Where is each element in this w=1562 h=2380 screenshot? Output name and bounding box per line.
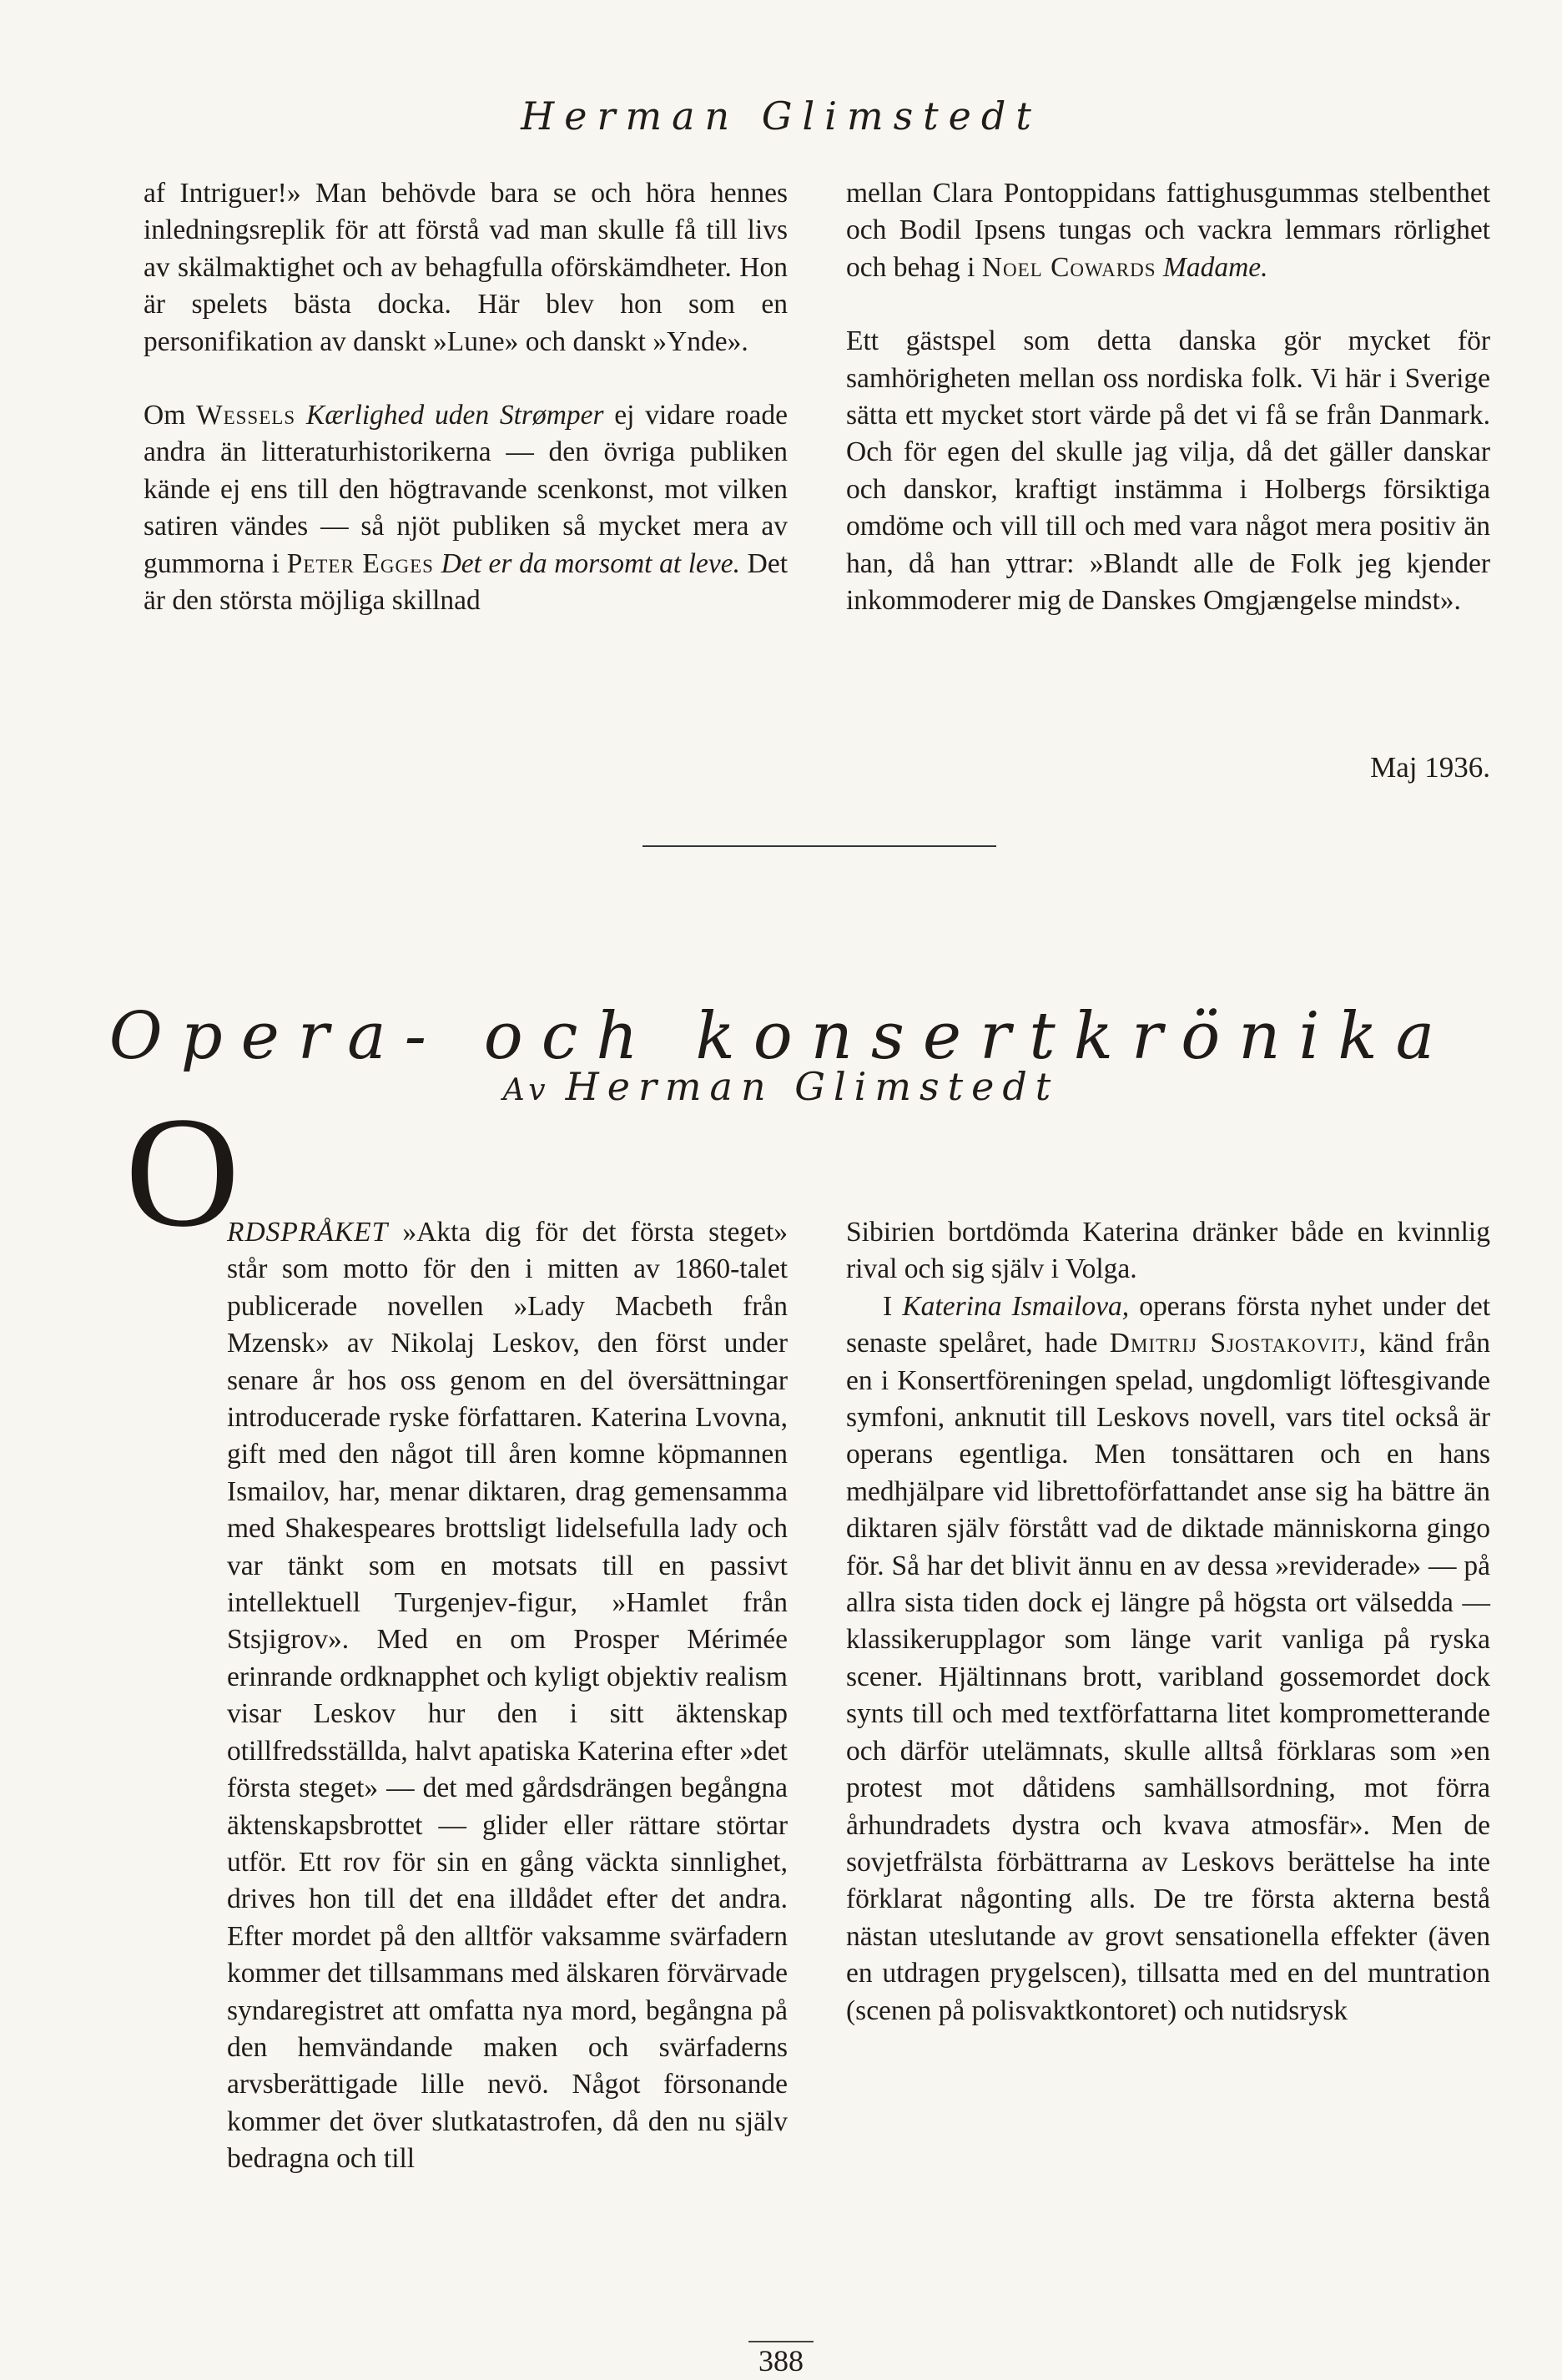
- section-divider: [642, 845, 996, 847]
- paragraph-text: »Akta dig för det första steget» står som motto för den i mitten av 1860-talet publicerade novellen »Lady Macbeth från Mzensk» av Nikolaj Leskov, den först under senare år hos oss genom en del översättningar introducerade ryske författaren. Katerina Lvovna, gift med den något till åren komne köpmannen Ismailov, har, menar diktaren, drag gemensamma med Shakespeares brottsligt lidelsefulla lady och var tänkt som en motsats till en passivt intellektuell Turgenjev-figur, »Hamlet från Stsjigrov». Med en om Prosper Mérimée erinrande ordknapphet och kyligt objektiv realism visar Leskov hur den i sitt äktenskap otillfredsställda, halvt apatiska Katerina efter »det första steget» — det med gårdsdrängen begångna äktenskapsbrottet — glider eller rättare störtar utför. Ett rov för sin en gång väckta sinnlighet, drives hon till det ena illdådet efter det andra. Efter mordet på den alltför vaksamme svärfadern kommer det tillsammans med älskaren förvärvade syndaregistret att omfatta nya mord, begångna på den hemvändande maken och svärfaderns arvsberättigade lille nevö. Något försonande kommer det över slutkatastrofen, då den nu själv bedragna och till: [227, 1217, 788, 2175]
- paragraph: [846, 175, 1490, 286]
- paragraph: [144, 397, 788, 619]
- byline-prefix: Av: [502, 1073, 551, 1107]
- paragraph-text: Ett gästspel som detta danska gör mycket för samhörigheten mellan oss nordiska folk. Vi här i Sverige sätta ett mycket stort värde på det vi få se från Danmark. Och för egen del skulle jag vilja, då det gäller danskar och danskor, kraftigt instämma i Holbergs försiktiga omdöme och vill till och med vara något mera positiv än han, då han yttrar: »Blandt alle de Folk jeg kjender inkommoderer mig de Danskes Omgjængelse mindst».: [846, 325, 1490, 617]
- paragraph: [846, 1288, 1490, 2030]
- composer-name: Dmitrij Sjostakovitj,: [1109, 1328, 1368, 1359]
- paragraph-text: af Intriguer!» Man behövde bara se och höra hennes inledningsreplik för att förstå vad man skulle få till livs av skälmaktighet och av behagfulla oförskämdheter. Hon är spelets bästa docka. Här blev hon som en personifikation av danskt »Lune» och danskt »Ynde».: [144, 178, 788, 357]
- page-number: [0, 2343, 1562, 2378]
- dateline: Maj 1936.: [1370, 751, 1490, 784]
- work-title: Madame.: [1162, 251, 1268, 283]
- paragraph-text: Det är den största möjliga skillnad: [144, 547, 789, 617]
- work-title: Katerina Ismailova,: [902, 1290, 1130, 1322]
- author-name: Peter Egges: [286, 547, 434, 579]
- paragraph-text: Sibirien bortdömda Katerina dränker både en kvinnlig rival och sig själv i Volga.: [846, 1217, 1490, 1285]
- paragraph-text: mellan Clara Pontoppidans fattighusgummas stelbenthet och Bodil Ipsens tungas och vackra lemmars rörlighet och behag i: [846, 178, 1490, 283]
- work-title: Kærlighed uden Strømper: [305, 400, 604, 431]
- page-number-text: 388: [748, 2341, 814, 2377]
- article-title: Opera- och konsertkrönika: [108, 999, 1454, 1075]
- lead-in: RDSPRÅKET: [227, 1217, 389, 1248]
- paragraph-text: Om: [144, 400, 186, 431]
- article-right-column: [846, 1214, 1490, 2030]
- paragraph: [144, 1214, 788, 2178]
- top-right-column: [846, 175, 1490, 619]
- paragraph-text: ej vidare roade andra än litteraturhistorikerna — den övriga publiken kände ej ens till den högtravande scenkonst, mot vilken satiren vändes — så njöt publiken så mycket mera av gummorna i: [144, 400, 788, 579]
- top-left-column: [144, 175, 788, 619]
- author-name: Wessels: [195, 400, 296, 431]
- byline-name: Herman Glimstedt: [565, 1064, 1060, 1109]
- paragraph-text: känd från en i Konsertföreningen spelad, ungdomligt löftesgivande symfoni, anknutit till Leskovs novell, vars titel också är operans egentliga. Men tonsättaren och en hans medhjälpare vid librettoförfattandet anse sig ha bättre än diktaren själv förstått vad de diktade människorna gingo för. Så har det blivit ännu en av dessa »reviderade» — på allra sista tiden dock ej längre på högsta ort välsedda — klassikerupplagor som länge varit vanliga på ryska scener. Hjältinnans brott, varibland gossemordet dock synts till och med textförfattarna litet komprometterande och därför utelämnats, skulle alltså förklaras som »en protest mot dåtidens samhällsordning, mot förra århundradets dystra och kvava atmosfär». Men de sovjetfrälsta förbättrarna av Leskovs berättelse ha inte förklarat någonting alls. De tre första akterna bestå nästan uteslutande av grovt sensationella effekter (även en utdragen prygelscen), tillsatta med en del muntration (scenen på polisvaktkontoret) och nutidsrysk: [846, 1328, 1491, 2026]
- paragraph-text: operans första nyhet under det senaste spelåret, hade: [846, 1290, 1491, 1359]
- work-title: Det er da morsomt at leve.: [441, 547, 741, 579]
- paragraph-text: I: [883, 1290, 893, 1322]
- paragraph: [846, 323, 1490, 619]
- drop-cap: O: [125, 1085, 240, 1260]
- paragraph: [846, 1214, 1490, 1288]
- running-head: Herman Glimstedt: [521, 93, 1041, 139]
- paragraph: [144, 175, 788, 361]
- author-name: Noel Cowards: [981, 251, 1156, 283]
- article-left-column: [144, 1214, 788, 2178]
